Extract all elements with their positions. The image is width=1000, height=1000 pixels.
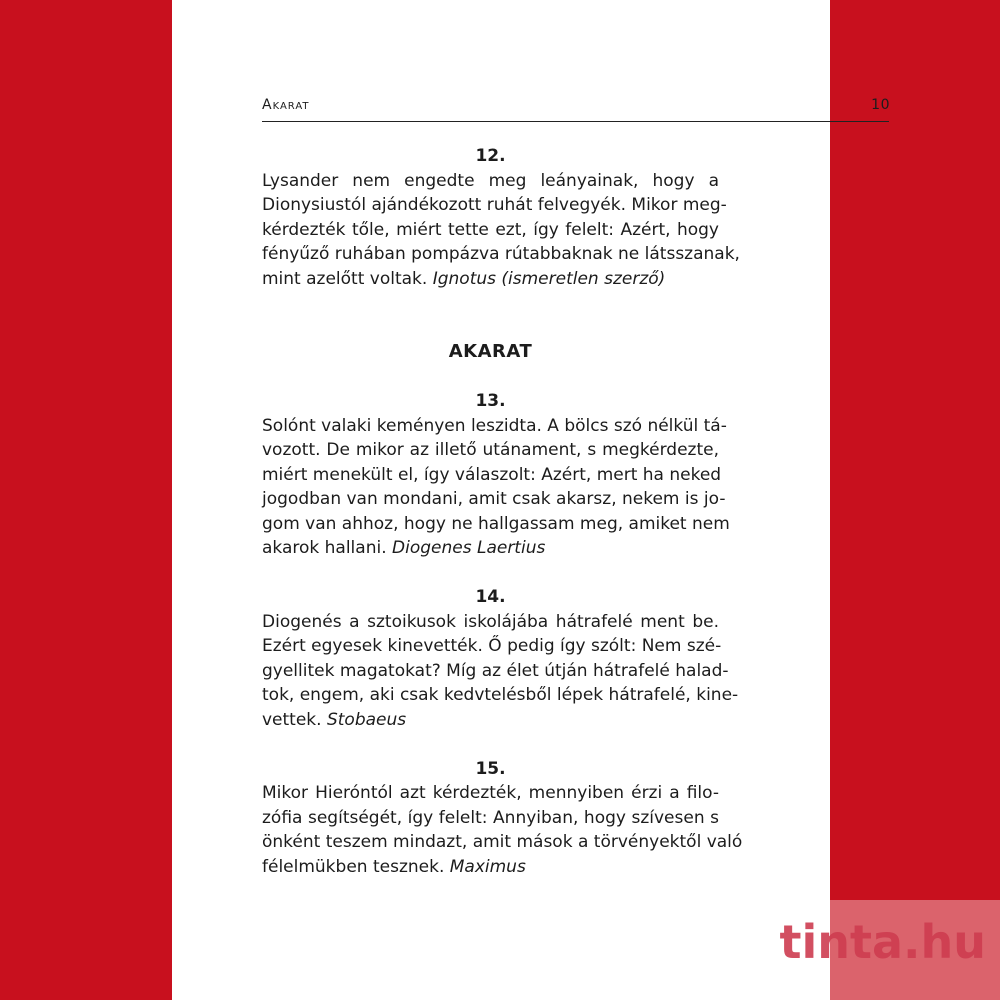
running-head-title: Akarat — [262, 97, 310, 113]
entry-author: Stobaeus — [326, 709, 407, 730]
entry-number: 14. — [475, 587, 506, 607]
text-line: tok, engem, aki csak kedvtelésből lépek hátrafelé, kine- — [262, 685, 739, 705]
text-line-last — [262, 708, 719, 733]
text-line: Solónt valaki keményen leszidta. A bölcs szó nélkül tá- — [262, 415, 727, 436]
text-line: Diogenés a sztoikusok iskolájába hátrafelé ment be. — [262, 611, 719, 632]
text-line: mint azelőtt voltak. — [262, 268, 428, 289]
text-line: gyellitek magatokat? Míg az élet útján hátrafelé halad- — [262, 660, 729, 681]
text-line: kérdezték tőle, miért tette ezt, így felelt: Azért, hogy — [262, 219, 719, 240]
text-line: Ezért egyesek kinevették. Ő pedig így szólt: Nem szé- — [262, 636, 722, 656]
entry-text — [262, 610, 739, 733]
text-line: miért menekült el, így válaszolt: Azért, mert ha neked — [262, 464, 722, 485]
watermark-logo: tinta.hu — [779, 915, 986, 969]
entry-author: Diogenes Laertius — [392, 538, 546, 558]
text-line: félelmükben tesznek. — [262, 856, 445, 877]
text-line: akarok hallani. — [262, 538, 387, 558]
page-content — [262, 144, 743, 879]
text-line: vozott. De mikor az illető utánament, s megkérdezte, — [262, 440, 719, 460]
text-line: zófia segítségét, így felelt: Annyiban, hogy szívesen s — [262, 807, 719, 828]
entry-author: Ignotus (ismeretlen szerző) — [432, 268, 666, 289]
entry-number: 12. — [475, 146, 506, 166]
text-line: önként teszem mindazt, amit mások a törvényektől való — [262, 832, 743, 852]
entry-text — [262, 414, 730, 561]
text-line: Mikor Hieróntól azt kérdezték, mennyiben érzi a filo- — [262, 783, 719, 803]
text-line: jogodban van mondani, amit csak akarsz, nekem is jo- — [262, 489, 726, 509]
running-head — [262, 97, 890, 113]
text-line: fényűző ruhában pompázva rútabbaknak ne látsszanak, — [262, 244, 740, 264]
section-title: AKARAT — [448, 341, 533, 362]
text-line-last — [262, 536, 719, 561]
text-line: vettek. — [262, 709, 322, 730]
text-line-last — [262, 267, 719, 292]
text-line: Dionysiustól ajándékozott ruhát felvegyék. Mikor meg- — [262, 195, 727, 215]
entry-number: 15. — [475, 758, 506, 779]
header-rule — [262, 121, 889, 122]
entry-number: 13. — [475, 391, 506, 411]
entry-text — [262, 169, 740, 292]
text-line: gom van ahhoz, hogy ne hallgassam meg, amiket nem — [262, 513, 730, 534]
entry-author: Maximus — [449, 856, 526, 877]
entry-text — [262, 781, 743, 879]
text-line-last — [262, 855, 719, 880]
text-line: Lysander nem engedte meg leányainak, hogy a — [262, 170, 719, 191]
page-number: 10 — [871, 97, 890, 113]
